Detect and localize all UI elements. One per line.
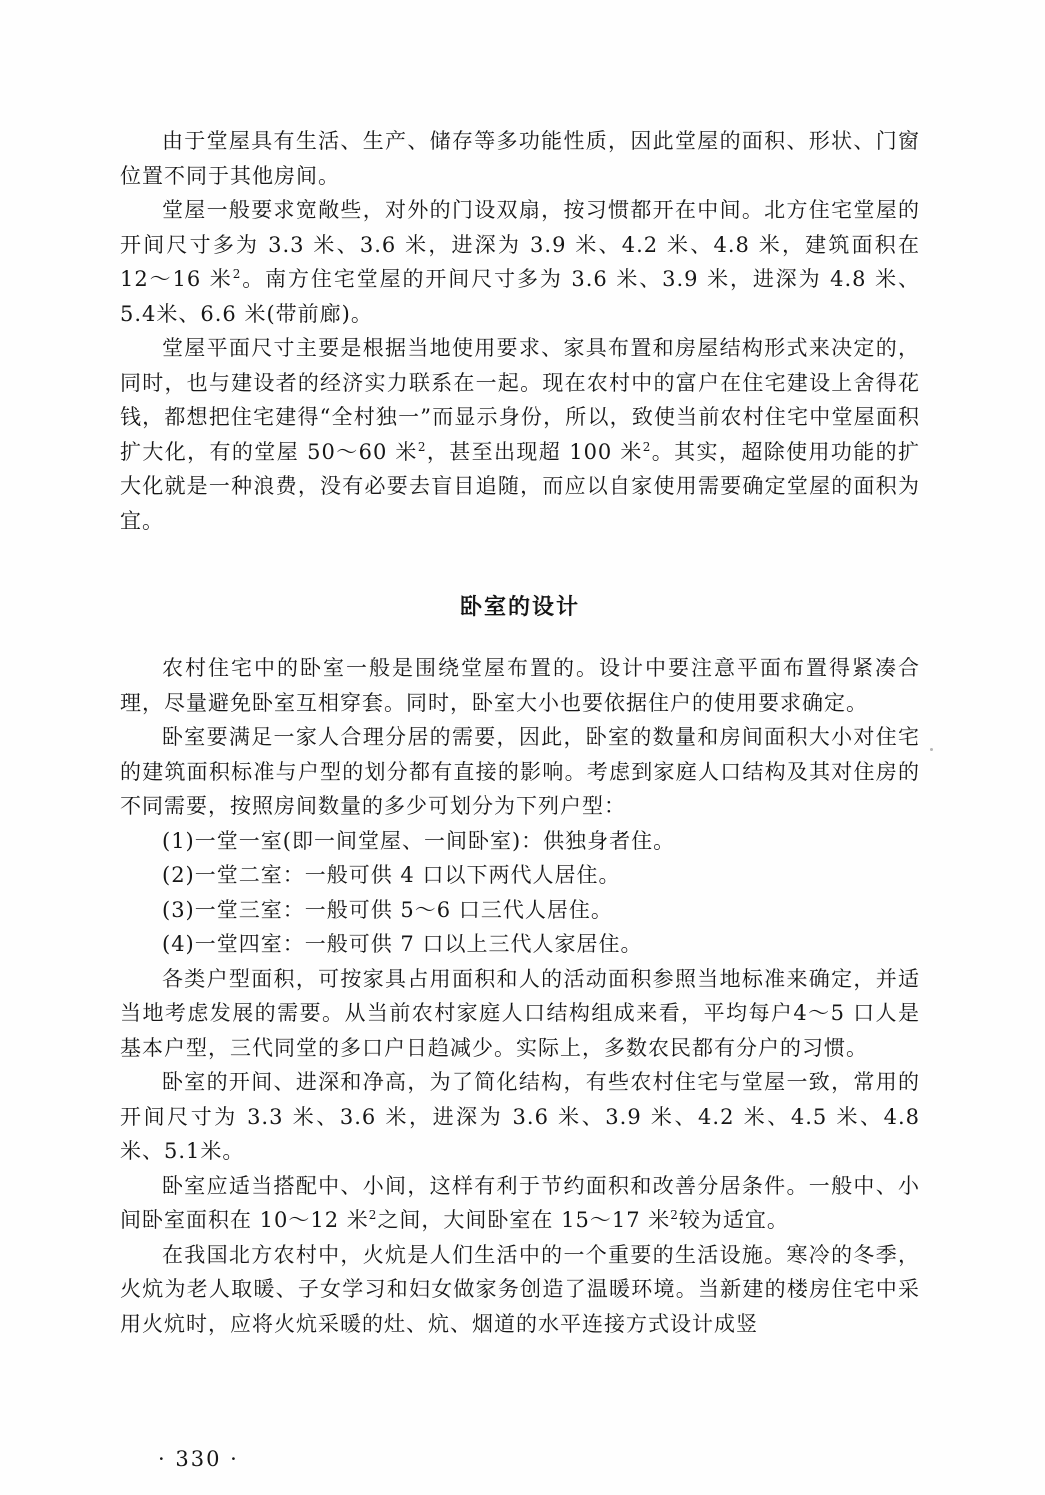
- paragraph-bedroom-dimensions: 卧室的开间、进深和净高，为了简化结构，有些农村住宅与堂屋一致，常用的开间尺寸为 3.3 米、3.6 米，进深为 3.6 米、3.9 米、4.2 米、4.5 米、4.8 米、5.1米。: [120, 1070, 920, 1163]
- scan-speck: [930, 748, 933, 751]
- paragraph-hall-size-factors: 堂屋平面尺寸主要是根据当地使用要求、家具布置和房屋结构形式来决定的，同时，也与建设者的经济实力联系在一起。现在农村中的富户在住宅建设上舍得花钱，都想把住宅建得“全村独一”而显示身份，所以，致使当前农村住宅中堂屋面积扩大化，有的堂屋 50～60 米$^2$，甚至出现超 100 米$^2$。其实，超除使用功能的扩大化就是一种浪费，没有必要去盲目追随，而应以自家使用需要确定堂屋的面积为宜。: [120, 336, 921, 533]
- section-heading: 卧室的设计: [459, 595, 580, 620]
- paragraph-heated-bed: 在我国北方农村中，火炕是人们生活中的一个重要的生活设施。寒冷的冬季，火炕为老人取暖、子女学习和妇女做家务创造了温暖环境。当新建的楼房住宅中采用火炕时，应将火炕采暖的灶、炕、烟道的水平连接方式设计成竖: [120, 1242, 920, 1336]
- list-item: (1)一堂一室(即一间堂屋、一间卧室)：供独身者住。: [162, 828, 676, 853]
- paragraph-bedroom-layout: 农村住宅中的卧室一般是围绕堂屋布置的。设计中要注意平面布置得紧凑合理，尽量避免卧室互相穿套。同时，卧室大小也要依据住户的使用要求确定。: [120, 656, 920, 715]
- paragraph-unit-area: 各类户型面积，可按家具占用面积和人的活动面积参照当地标准来确定，并适当地考虑发展的需要。从当前农村家庭人口结构组成来看，平均每户4～5 口人是基本户型，三代同堂的多口户日趋减少。实际上，多数农民都有分户的习惯。: [120, 966, 920, 1060]
- paragraph-bedroom-count: 卧室要满足一家人合理分居的需要，因此，卧室的数量和房间面积大小对住宅的建筑面积标准与户型的划分都有直接的影响。考虑到家庭人口结构及其对住房的不同需要，按照房间数量的多少可划分为下列户型：: [120, 725, 920, 818]
- paragraph-hall-dimensions: 堂屋一般要求宽敞些，对外的门设双扇，按习惯都开在中间。北方住宅堂屋的开间尺寸多为 3.3 米、3.6 米，进深为 3.9 米、4.2 米、4.8 米，建筑面积在 12～16 米$^2$。南方住宅堂屋的开间尺寸多为 3.6 米、3.9 米，进深为 4.8 米、5.4米、6.6 米(带前廊)。: [120, 198, 920, 326]
- paragraph-bedroom-area: 卧室应适当搭配中、小间，这样有利于节约面积和改善分居条件。一般中、小间卧室面积在 10～12 米$^2$之间，大间卧室在 15～17 米$^2$较为适宜。: [120, 1173, 920, 1232]
- paragraph-hall-functions: 由于堂屋具有生活、生产、储存等多功能性质，因此堂屋的面积、形状、门窗位置不同于其他房间。: [120, 129, 920, 188]
- list-item: (4)一堂四室：一般可供 7 口以上三代人家居住。: [162, 932, 643, 956]
- list-item: (2)一堂二室：一般可供 4 口以下两代人居住。: [162, 863, 621, 887]
- page-number: · 330 ·: [158, 1447, 239, 1471]
- body-text: [120, 124, 920, 1341]
- list-item: (3)一堂三室：一般可供 5～6 口三代人居住。: [162, 897, 613, 922]
